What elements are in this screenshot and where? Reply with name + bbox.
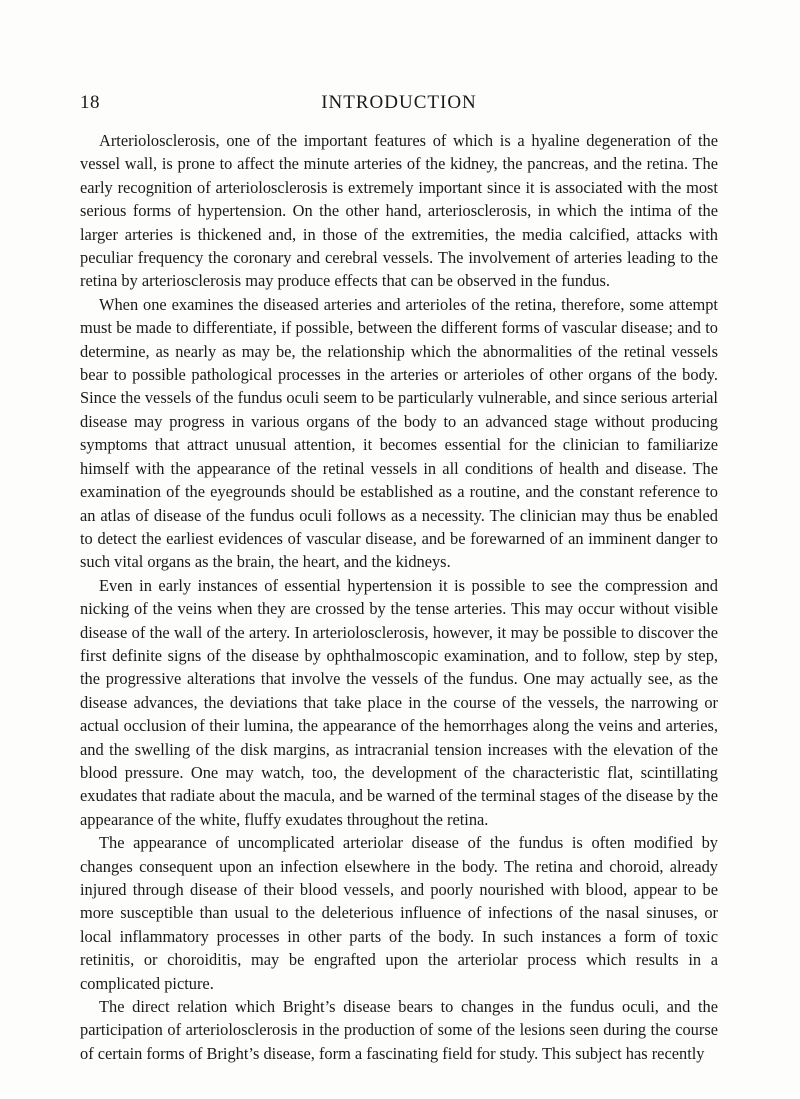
paragraph: Even in early instances of essential hypertension it is possible to see the compression and nicking of the veins when they are crossed by the tense arteries. This may occur without visible disease of the wall of the artery. In arteriolosclerosis, however, it may be possible to discover the first definite signs of the disease by ophthalmoscopic examination, and to follow, step by step, the progressive alterations that involve the vessels of the fundus. One may actually see, as the disease advances, the deviations that take place in the course of the vessels, the narrowing or actual occlusion of their lumina, the appearance of the hemorrhages along the veins and arteries, and the swelling of the disk margins, as intracranial tension increases with the elevation of the blood pressure. One may watch, too, the development of the characteristic flat, scintillating exudates that radiate about the macula, and be warned of the terminal stages of the disease by the appearance of the white, fluffy exudates throughout the retina. bbox=[80, 575, 718, 829]
paragraph: Arteriolosclerosis, one of the important features of which is a hyaline degeneration of the vessel wall, is prone to affect the minute arteries of the kidney, the pancreas, and the retina. The early recognition of arteriolosclerosis is extremely important since it is associated with the most serious forms of hypertension. On the other hand, arteriosclerosis, in which the intima of the larger arteries is thickened and, in those of the extremities, the media calcified, attacks with peculiar frequency the coronary and cerebral vessels. The involvement of arteries leading to the retina by arteriosclerosis may produce effects that can be observed in the fundus. bbox=[80, 131, 718, 291]
paragraph: The appearance of uncomplicated arteriolar disease of the fundus is often modified by changes consequent upon an infection elsewhere in the body. The retina and choroid, already injured through disease of their blood vessels, and poorly nourished with blood, appear to be more susceptible than usual to the deleterious influence of infections of the nasal sinuses, or local inflammatory processes in other parts of the body. In such instances a form of toxic retinitis, or choroiditis, may be engrafted upon the arteriolar process which results in a complicated picture. bbox=[80, 833, 718, 993]
running-title: INTRODUCTION bbox=[321, 92, 477, 113]
running-head bbox=[80, 92, 718, 116]
paragraph: The direct relation which Bright’s disease bears to changes in the fundus oculi, and the participation of arteriolosclerosis in the production of some of the lesions seen during the course of certain forms of Bright’s disease, form a fascinating field for study. This subject has recently bbox=[80, 997, 718, 1063]
paragraph: When one examines the diseased arteries and arterioles of the retina, therefore, some attempt must be made to differentiate, if possible, between the different forms of vascular disease; and to determine, as nearly as may be, the relationship which the abnormalities of the retinal vessels bear to possible pathological processes in the arteries or arterioles of other organs of the body. Since the vessels of the fundus oculi seem to be particularly vulnerable, and since serious arterial disease may progress in various organs of the body to an advanced stage without producing symptoms that attract unusual attention, it becomes essential for the clinician to familiarize himself with the appearance of the retinal vessels in all conditions of health and disease. The examination of the eyegrounds should be established as a routine, and the constant reference to an atlas of disease of the fundus oculi follows as a necessity. The clinician may thus be enabled to detect the earliest evidences of vascular disease, and be forewarned of an imminent danger to such vital organs as the brain, the heart, and the kidneys. bbox=[80, 294, 718, 572]
page-number: 18 bbox=[80, 92, 100, 113]
body-text bbox=[80, 129, 718, 1065]
